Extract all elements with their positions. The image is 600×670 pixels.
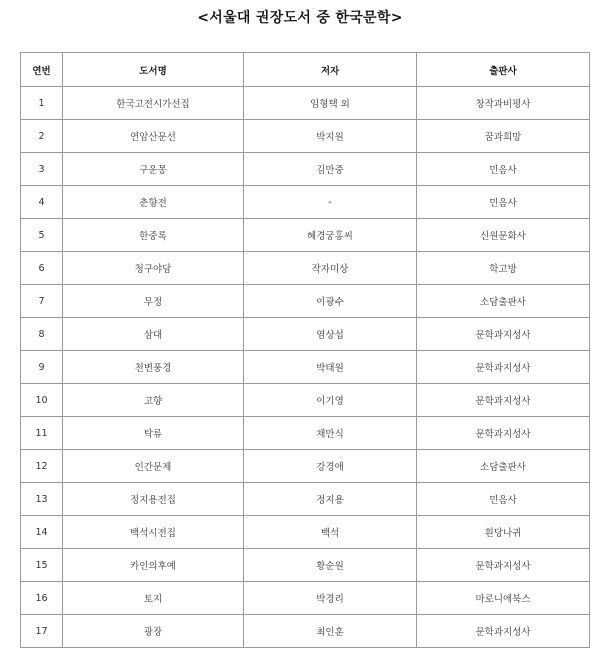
cell-publisher: 마로니에북스 — [417, 582, 590, 615]
cell-publisher: 창작과비평사 — [417, 87, 590, 120]
table-row — [21, 318, 590, 351]
cell-number: 7 — [21, 285, 63, 318]
cell-book-title: 춘향전 — [63, 186, 244, 219]
cell-book-title: 토지 — [63, 582, 244, 615]
cell-author: 황순원 — [244, 549, 417, 582]
cell-number: 11 — [21, 417, 63, 450]
cell-publisher: 소담출판사 — [417, 285, 590, 318]
cell-book-title: 정지용전집 — [63, 483, 244, 516]
cell-book-title: 카인의후예 — [63, 549, 244, 582]
cell-number: 12 — [21, 450, 63, 483]
cell-number: 10 — [21, 384, 63, 417]
cell-publisher: 문학과지성사 — [417, 351, 590, 384]
cell-publisher: 민음사 — [417, 186, 590, 219]
table-row — [21, 87, 590, 120]
table-row — [21, 549, 590, 582]
cell-number: 9 — [21, 351, 63, 384]
cell-book-title: 삼대 — [63, 318, 244, 351]
cell-book-title: 광장 — [63, 615, 244, 648]
table-row — [21, 417, 590, 450]
header-number: 연번 — [21, 53, 63, 87]
cell-author: 작자미상 — [244, 252, 417, 285]
cell-number: 6 — [21, 252, 63, 285]
table-row — [21, 186, 590, 219]
cell-author: 박태원 — [244, 351, 417, 384]
table-row — [21, 483, 590, 516]
cell-publisher: 문학과지성사 — [417, 549, 590, 582]
cell-author: 이기영 — [244, 384, 417, 417]
book-table — [20, 52, 590, 648]
cell-author: 채만식 — [244, 417, 417, 450]
cell-number: 16 — [21, 582, 63, 615]
table-row — [21, 153, 590, 186]
header-book-title: 도서명 — [63, 53, 244, 87]
table-row — [21, 219, 590, 252]
cell-number: 14 — [21, 516, 63, 549]
cell-number: 5 — [21, 219, 63, 252]
cell-number: 8 — [21, 318, 63, 351]
cell-publisher: 꿈과희망 — [417, 120, 590, 153]
cell-number: 13 — [21, 483, 63, 516]
cell-book-title: 구운몽 — [63, 153, 244, 186]
cell-book-title: 연암산문선 — [63, 120, 244, 153]
cell-book-title: 청구야담 — [63, 252, 244, 285]
cell-publisher: 민음사 — [417, 483, 590, 516]
cell-author: 이광수 — [244, 285, 417, 318]
header-author: 저자 — [244, 53, 417, 87]
cell-book-title: 인간문제 — [63, 450, 244, 483]
cell-book-title: 한국고전시가선집 — [63, 87, 244, 120]
cell-number: 17 — [21, 615, 63, 648]
cell-book-title: 천변풍경 — [63, 351, 244, 384]
table-row — [21, 252, 590, 285]
cell-publisher: 소담출판사 — [417, 450, 590, 483]
cell-publisher: 신원문화사 — [417, 219, 590, 252]
cell-book-title: 한중록 — [63, 219, 244, 252]
table-row — [21, 516, 590, 549]
table-row — [21, 615, 590, 648]
table-row — [21, 450, 590, 483]
cell-publisher: 학고방 — [417, 252, 590, 285]
page-title: <서울대 권장도서 중 한국문학> — [197, 10, 403, 26]
cell-author: 최인훈 — [244, 615, 417, 648]
cell-author: 정지용 — [244, 483, 417, 516]
cell-author: 염상섭 — [244, 318, 417, 351]
cell-number: 2 — [21, 120, 63, 153]
table-header-row — [21, 53, 590, 87]
cell-publisher: 문학과지성사 — [417, 417, 590, 450]
cell-number: 15 — [21, 549, 63, 582]
cell-book-title: 고향 — [63, 384, 244, 417]
cell-author: 강경애 — [244, 450, 417, 483]
cell-publisher: 문학과지성사 — [417, 615, 590, 648]
table-row — [21, 285, 590, 318]
table-row — [21, 120, 590, 153]
cell-author: - — [244, 186, 417, 219]
cell-number: 1 — [21, 87, 63, 120]
table-row — [21, 351, 590, 384]
table-row — [21, 582, 590, 615]
cell-book-title: 탁류 — [63, 417, 244, 450]
cell-book-title: 무정 — [63, 285, 244, 318]
cell-number: 3 — [21, 153, 63, 186]
header-publisher: 출판사 — [417, 53, 590, 87]
table-row — [21, 384, 590, 417]
cell-publisher: 흰당나귀 — [417, 516, 590, 549]
cell-author: 임형택 외 — [244, 87, 417, 120]
cell-author: 박지원 — [244, 120, 417, 153]
cell-author: 박경리 — [244, 582, 417, 615]
cell-number: 4 — [21, 186, 63, 219]
cell-author: 백석 — [244, 516, 417, 549]
cell-publisher: 민음사 — [417, 153, 590, 186]
cell-book-title: 백석시전집 — [63, 516, 244, 549]
cell-publisher: 문학과지성사 — [417, 318, 590, 351]
cell-publisher: 문학과지성사 — [417, 384, 590, 417]
cell-author: 김만중 — [244, 153, 417, 186]
cell-author: 혜경궁홍씨 — [244, 219, 417, 252]
